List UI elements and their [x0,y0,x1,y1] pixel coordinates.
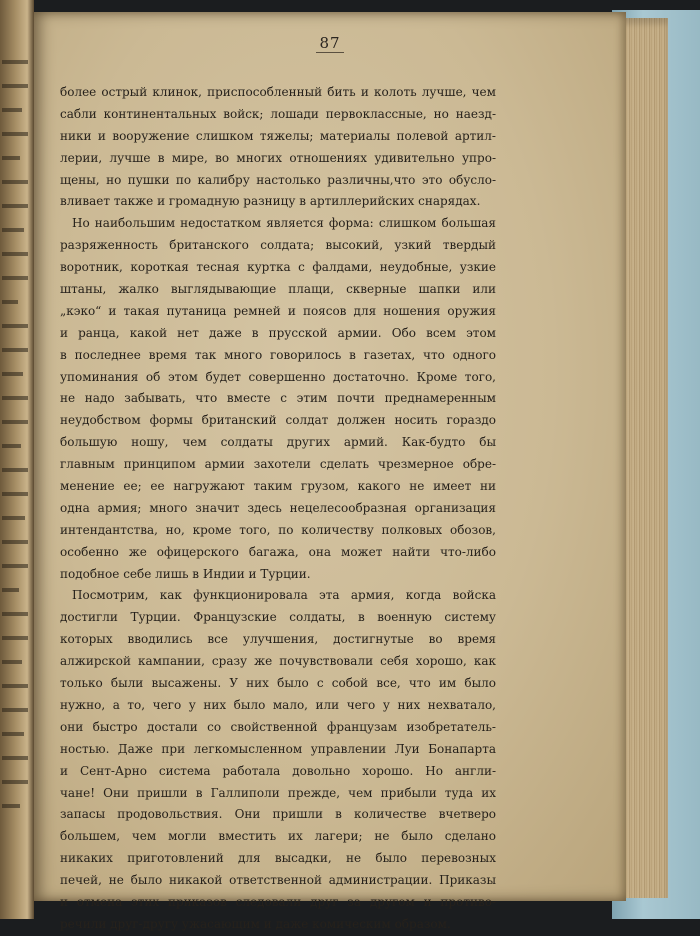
text-line: нужно, а то, чего у них было мало, или чего у них нехватало, [60,697,496,712]
text-line: речили друг-другу ужасающим и даже комическим образом. [60,916,451,931]
text-line: только были высажены. У них было с собой все, что им было [60,676,496,691]
text-line: они быстро достали со свойственной французам изобретатель- [60,719,496,734]
text-line: особенно же офицерского багажа, она может найти что-либо [60,544,496,559]
text-line: разряженность британского солдата; высокий, узкий твердый [60,238,496,253]
text-line: ностью. Даже при легкомысленном управлении Луи Бонапарта [60,741,496,756]
text-line: щены, но пушки по калибру настолько различны,что это обусло- [60,172,496,187]
text-line: никаких приготовлений для высадки, не было перевозных [60,851,496,866]
text-line: штаны, жалко выглядывающие плащи, скверные шапки или [60,282,496,297]
text-line: алжирской кампании, сразу же почувствовали себя хорошо, как [60,654,496,669]
text-line: упоминания об этом будет совершенно достаточно. Кроме того, [60,369,496,384]
text-line: большем, чем могли вместить их лагери; не было сделано [60,829,496,844]
text-line: которых вводились все улучшения, достигнутые во время [60,632,496,647]
text-line: главным принципом армии захотели сделать чрезмерное обре- [60,457,496,472]
text-line: запасы продовольствия. Они пришли в количестве вчетверо [60,807,496,822]
text-line: сабли континентальных войск; лошади первоклассные, но наезд- [60,106,496,121]
text-line: воротник, короткая тесная куртка с фалдами, неудобные, узкие [60,260,496,275]
text-line: менение ее; ее нагружают таким грузом, какого не имеет ни [60,479,496,494]
text-line: в последнее время так много говорилось в газетах, что одного [60,347,496,362]
text-line: одна армия; много значит здесь нецелесообразная организация [60,500,496,515]
page-text [60,82,496,936]
text-line: интендантства, но, кроме того, по количеству полковых обозов, [60,522,496,537]
text-line: чане! Они пришли в Галлиполи прежде, чем прибыли туда их [60,785,496,800]
text-line: неудобством формы британский солдат должен носить гораздо [60,413,496,428]
text-line: и Сент-Арно система работала довольно хорошо. Но англи- [60,763,496,778]
text-line: лерии, лучше в мире, во многих отношениях удивительно упро- [60,150,496,165]
text-line: печей, не было никакой ответственной администрации. Приказы [60,873,496,888]
text-line: достигли Турции. Французские солдаты, в военную систему [60,610,496,625]
book-page [34,12,626,931]
text-line: большую ношу, чем солдаты других армий. Как-будто бы [60,435,496,450]
page-number: 87 [34,34,626,52]
text-line: вливает также и громадную разницу в артиллерийских снарядах. [60,194,481,209]
text-line: ники и вооружение слишком тяжелы; материалы полевой артил- [60,128,496,143]
text-line: и отмена этих приказов следовали друг за другом и противо- [60,894,496,909]
text-line: подобное себе лишь в Индии и Турции. [60,566,311,581]
text-line: Посмотрим, как функционировала эта армия, когда войска [72,588,496,603]
text-line: более острый клинок, приспособленный бить и колоть лучше, чем [60,85,496,99]
left-page-edge [0,0,34,919]
text-line: Но наибольшим недостатком является форма: слишком большая [72,216,496,231]
text-line: не надо забывать, что вместе с этим почти преднамеренным [60,391,496,406]
text-line: и ранца, какой нет даже в прусской армии. Обо всем этом [60,325,496,340]
text-line: „кэко“ и такая путаница ремней и поясов для ношения оружия [60,303,496,318]
